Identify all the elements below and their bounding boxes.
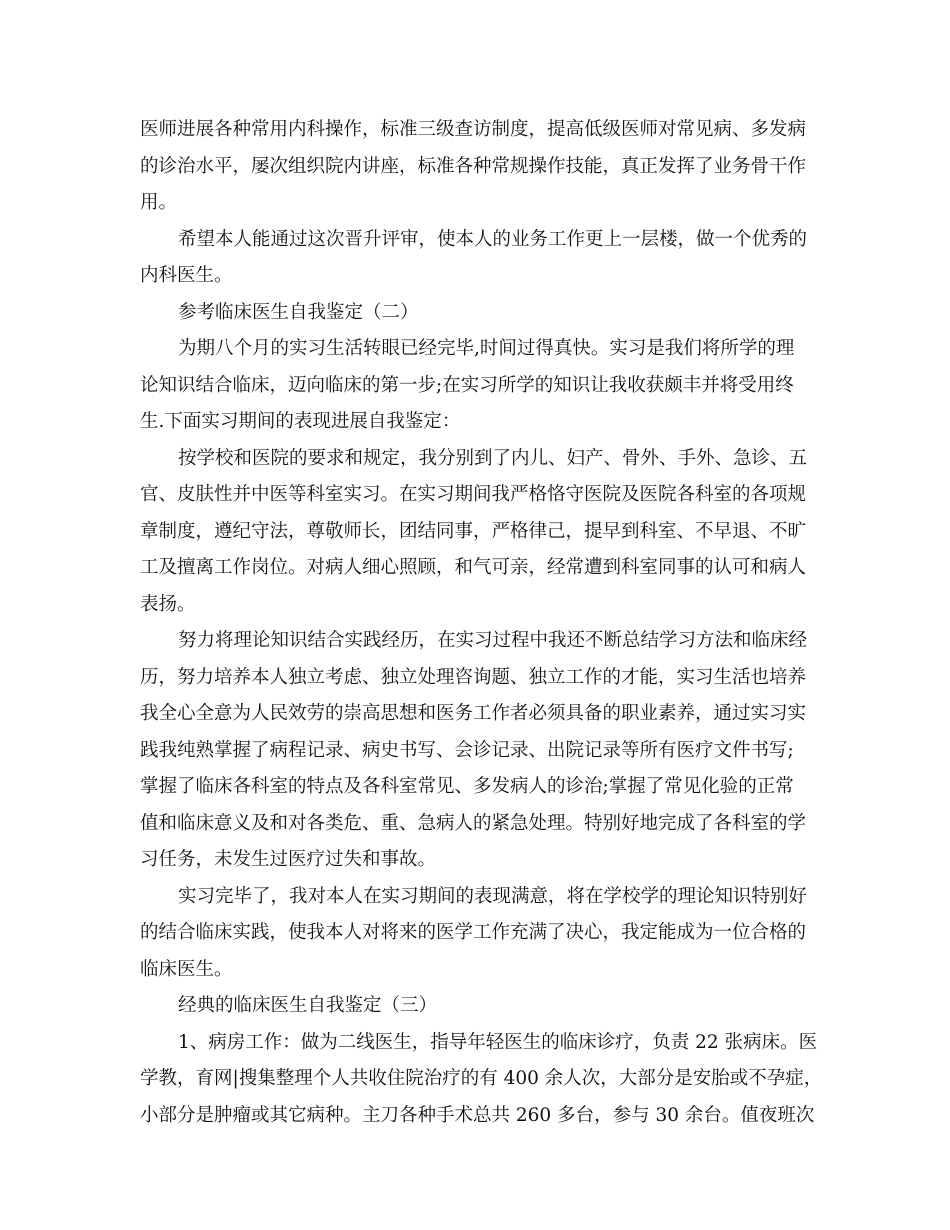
- section-heading: 经典的临床医生自我鉴定（三）: [178, 995, 438, 1016]
- text-line: 学教，育网|搜集整理个人共收住院治疗的有 400 余人次，大部分是安胎或不孕症，: [140, 1068, 823, 1089]
- text-line: 小部分是肿瘤或其它病种。主刀各种手术总共 260 多台，参与 30 余台。值夜班次: [140, 1105, 815, 1126]
- text-line: 希望本人能通过这次晋升评审，使本人的业务工作更上一层楼，做一个优秀的: [178, 229, 808, 250]
- text-line: 我全心全意为人民效劳的崇高思想和医务工作者必须具备的职业素养，通过实习实: [140, 703, 807, 724]
- text-line: 历，努力培养本人独立考虑、独立处理咨询题、独立工作的才能，实习生活也培养: [140, 667, 807, 688]
- text-line: 的诊治水平，屡次组织院内讲座，标准各种常规操作技能，真正发挥了业务骨干作: [140, 156, 807, 177]
- text-line: 践我纯熟掌握了病程记录、病史书写、会诊记录、出院记录等所有医疗文件书写;: [140, 740, 794, 761]
- text-line: 为期八个月的实习生活转眼已经完毕,时间过得真快。实习是我们将所学的理: [178, 338, 795, 359]
- text-line: 按学校和医院的要求和规定，我分别到了内儿、妇产、骨外、手外、急诊、五: [178, 448, 808, 469]
- text-line: 值和临床意义及和对各类危、重、急病人的紧急处理。特别好地完成了各科室的学: [140, 813, 807, 834]
- text-line: 临床医生。: [140, 959, 233, 980]
- text-line: 努力将理论知识结合实践经历，在实习过程中我还不断总结学习方法和临床经: [178, 630, 808, 651]
- text-line: 章制度，遵纪守法，尊敬师长，团结同事，严格律己，提早到科室、不早退、不旷: [140, 521, 807, 542]
- text-line: 官、皮肤性并中医等科室实习。在实习期间我严格恪守医院及医院各科室的各项规: [140, 484, 807, 505]
- text-line: 生.下面实习期间的表现进展自我鉴定：: [140, 411, 461, 432]
- text-line: 的结合临床实践，使我本人对将来的医学工作充满了决心，我定能成为一位合格的: [140, 922, 807, 943]
- text-line: 1、病房工作：做为二线医生，指导年轻医生的临床诊疗，负责 22 张病床。医: [178, 1032, 818, 1053]
- text-line: 内科医生。: [140, 265, 233, 286]
- text-line: 表扬。: [140, 594, 196, 615]
- text-line: 实习完毕了，我对本人在实习期间的表现满意，将在学校学的理论知识特别好: [178, 886, 808, 907]
- text-line: 掌握了临床各科室的特点及各科室常见、多发病人的诊治;掌握了常见化验的正常: [140, 776, 794, 797]
- section-heading: 参考临床医生自我鉴定（二）: [178, 302, 419, 323]
- text-line: 论知识结合临床，迈向临床的第一步;在实习所学的知识让我收获颇丰并将受用终: [140, 375, 794, 396]
- text-line: 习任务，未发生过医疗过失和事故。: [140, 849, 437, 870]
- text-line: 医师进展各种常用内科操作，标准三级查访制度，提高低级医师对常见病、多发病: [140, 119, 807, 140]
- text-line: 用。: [140, 192, 178, 213]
- text-line: 工及擅离工作岗位。对病人细心照顾，和气可亲，经常遭到科室同事的认可和病人: [140, 557, 807, 578]
